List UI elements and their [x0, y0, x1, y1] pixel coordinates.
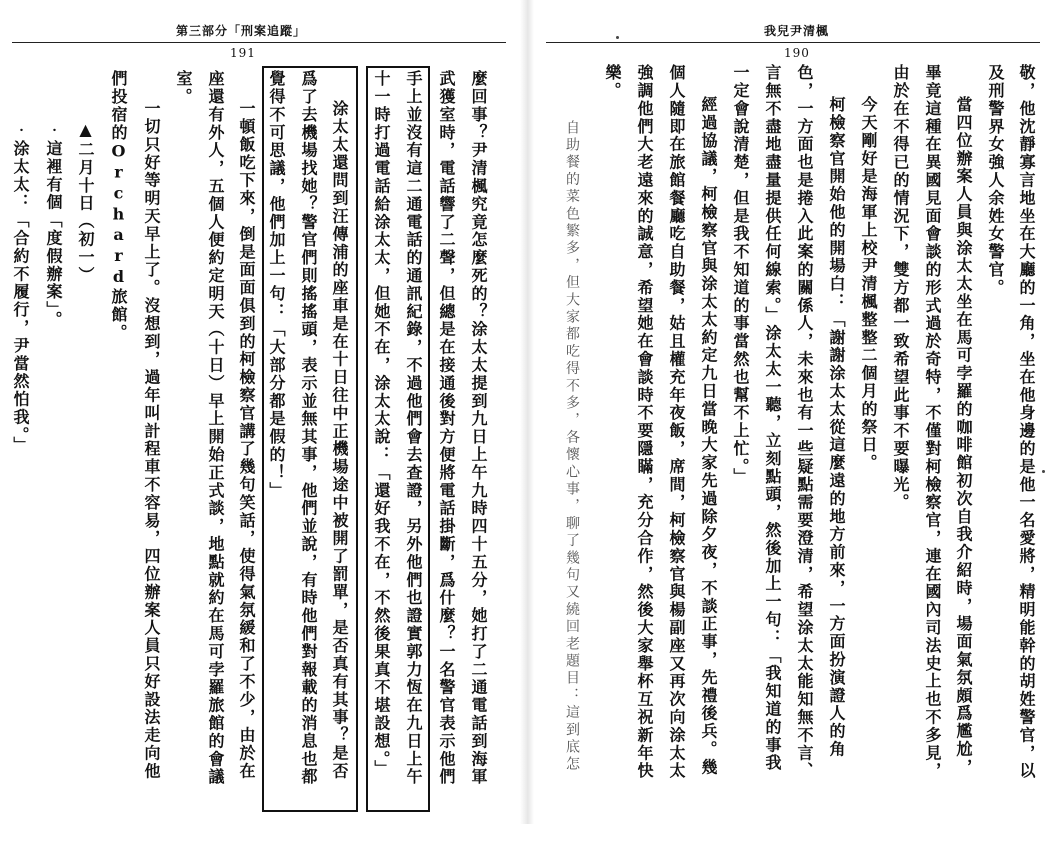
text-column: 色，一方面也是捲入此案的關係人，未來也有一些疑點需要澄清，希望涂太太能知無不言、 — [795, 64, 814, 780]
date-heading: ▲二月十日（初一） — [76, 120, 95, 285]
bullet-item: ‧這裡有個「度假辦案」。 — [44, 122, 63, 329]
text-column: 覺得不可思議，他們加上一句：「大部分都是假的！」 — [267, 70, 286, 500]
text-column: 當四位辦案人員與涂太太坐在馬可孛羅的咖啡館初次自我介紹時，場面氣氛頗爲尷尬， — [954, 96, 973, 777]
text-column: 自助餐的菜色繁多，但大家都吃得不多，各懷心事，聊了幾句又繞回老題目：這到底怎 — [564, 120, 580, 774]
text-column: 一頓飯吃下來，倒是面面俱到的柯檢察官講了幾句笑話，使得氣氛緩和了不少，由於在 — [237, 100, 256, 781]
text-column: 十一時打過電話給涂太太，但她不在，涂太太說：「還好我不在，不然後果真不堪設想。」 — [372, 70, 391, 778]
right-page — [534, 0, 1053, 824]
right-header-rule — [546, 42, 1040, 43]
text-column: 柯檢察官開始他的開場白：「謝謝涂太太從這麼遠的地方前來，一方面扮演證人的角 — [827, 96, 846, 759]
text-column: 經過協議，柯檢察官與涂太太約定九日當晚大家先過除夕夜，不談正事，先禮後兵。幾 — [699, 96, 718, 777]
text-column: 言無不盡地盡量提供任何線索。」涂太太一聽，立刻點頭，然後加上一句：「我知道的事我 — [763, 64, 782, 772]
text-column: 麼回事？尹清楓究竟怎麼死的？涂太太提到九日上午九時四十五分，她打了二通電話到海軍 — [469, 70, 488, 786]
text-column: 一切只好等明天早上了。沒想到，過年叫計程車不容易，四位辦案人員只好設法走向他 — [142, 100, 161, 781]
text-column: 武獲室時，電話響了二聲，但總是在接通後對方便將電話掛斷，爲什麼？一名警官表示他們 — [437, 70, 456, 786]
text-column: 們投宿的Orchard旅館。 — [109, 70, 128, 342]
text-column: 室。 — [174, 70, 193, 106]
print-speck — [616, 36, 619, 39]
text-column: 爲了去機場找她？警官們則搖搖頭，表示並無其事，他們並說，有時他們對報載的消息也都 — [299, 70, 318, 786]
text-column: 由於在不得已的情況下，雙方都一致希望此事不要曝光。 — [891, 64, 910, 512]
text-column: 強調他們大老遠來的誠意，希望她在會談時不要隱瞞，充分合作，然後大家舉杯互祝新年快 — [635, 64, 654, 780]
text-column: 一定會說清楚，但是我不知道的事當然也幫不上忙。」 — [731, 64, 750, 486]
text-column: 手上並沒有這二通電話的通訊紀錄，不過他們會去查證，另外他們也證實郭力恆在九日上午 — [404, 70, 423, 786]
left-page-number: 191 — [230, 46, 256, 60]
text-column: 畢竟這種在異國見面會談的形式過於奇特，不僅對柯檢察官，連在國內司法史上也不多見， — [923, 64, 942, 780]
text-column: 座還有外人，五個人便約定明天（十日）早上開始正式談，地點就約在馬可孛羅旅館的會議 — [206, 70, 225, 786]
right-page-number: 190 — [784, 46, 810, 60]
left-page-header: 第三部分「刑案追蹤」 — [176, 24, 307, 38]
text-column: 今天剛好是海軍上校尹清楓整整二個月的祭日。 — [859, 96, 878, 472]
text-column: 樂。 — [603, 64, 622, 100]
text-column: 涂太太還問到汪傳浦的座車是在十日往中正機場途中被開了罰單，是否真有其事？是否 — [330, 100, 349, 781]
highlight-box-airport-ticket — [262, 66, 358, 812]
text-column: 個人隨即在旅館餐廳吃自助餐，姑且權充年夜飯，席間，柯檢察官與楊副座又再次向涂太太 — [667, 64, 686, 780]
highlight-box-phone-records — [366, 66, 430, 812]
print-speck — [1042, 470, 1045, 473]
left-page — [0, 0, 520, 824]
right-page-header: 我兒尹清楓 — [764, 24, 830, 38]
left-header-rule — [12, 42, 506, 43]
text-column: 及刑警界女強人余姓女警官。 — [986, 64, 1005, 297]
text-column: 敬，他沈靜寡言地坐在大廳的一角，坐在他身邊的是他一名愛將，精明能幹的胡姓警官，以 — [1017, 64, 1036, 780]
book-gutter — [520, 0, 534, 824]
bullet-item: ‧涂太太：「合約不履行，尹當然怕我。」 — [11, 122, 30, 455]
